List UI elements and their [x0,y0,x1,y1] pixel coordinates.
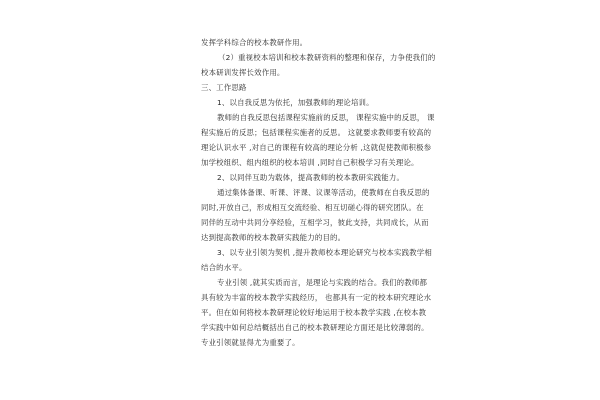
section-heading: 三、工作思路 [201,83,247,92]
paragraph-line: 专业引领 ,就其实质而言，是理论与实践的结合。我们的教师都 [217,278,428,287]
paragraph-line: 通过集体备课、听课、评课、议课等活动，使教师在自我反思的 [217,188,430,197]
paragraph-line: 达到提高教师的校本教研实践能力的目的。 [201,233,346,242]
paragraph-line: 发挥学科综合的校本教研作用。 [201,38,308,47]
paragraph-line: 同伴的互动中共同分享经验，互相学习，彼此支持，共同成长，从而 [201,218,429,227]
paragraph-line: 校本研训发挥长效作用。 [201,68,285,77]
subheading-line: 2、以同伴互助为载体，提高教师的校本教研实践能力。 [217,173,405,182]
paragraph-line: 加学校组织、组内组织的校本培训 ,同时自己积极学习有关理论。 [201,158,419,167]
paragraph-line: 程实施后的反思；包括课程实施者的反思。 这就要求教师要有较高的 [201,128,432,137]
paragraph-line: 具有较为丰富的校本教学实践经历， 也都具有一定的校本研究理论水 [201,293,432,302]
paragraph-line: （2）重视校本培训和校本教研资料的整理和保存，力争使我们的 [218,53,436,62]
paragraph-line: 结合的水平。 [201,263,247,272]
paragraph-line: 同时,开放自己，形成相互交流经验、相互切磋心得的研究团队。在 [201,203,424,212]
subheading-line: 3、以专业引领为契机 ,提升教师校本理论研究与校本实践教学相 [217,248,432,257]
paragraph-line: 理论认识水平 ,对自己的课程有较高的理论分析 ,这就促使教师积极参 [201,143,432,152]
paragraph-line: 平。但在如何将校本教研理论较好地运用于校本教学实践 ,在校本教 [201,308,427,317]
paragraph-line: 专业引领就显得尤为重要了。 [201,338,300,347]
subheading-line: 1、以自我反思为依托，加强教师的理论培训。 [217,98,374,107]
paragraph-line: 学实践中如何总结概括出自己的校本教研理论方面还是比较薄弱的。 [201,323,429,332]
paragraph-line: 教师的自我反思包括课程实施前的反思， 课程实施中的反思， 课 [217,113,435,122]
